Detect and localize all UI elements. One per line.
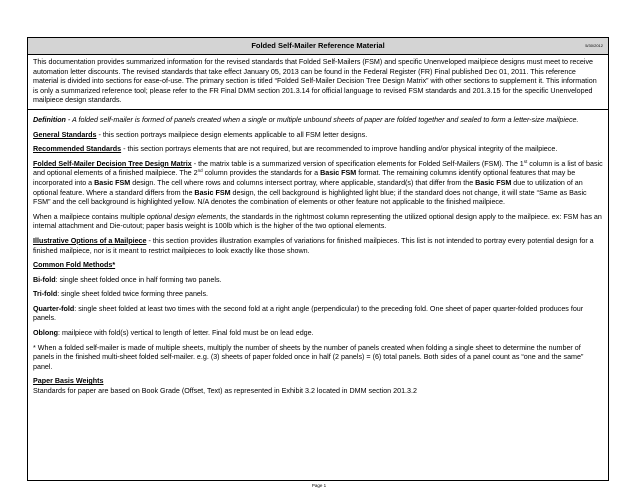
page-number: Page 1 bbox=[311, 483, 327, 488]
fold-item-bifold bbox=[33, 276, 603, 286]
matrix-text: design. The cell where rows and columns intersect portray, where applicable, standard(s) that differ from the bbox=[130, 178, 476, 187]
basic-fsm-term: Basic FSM bbox=[194, 188, 231, 197]
document-title: Folded Self-Mailer Reference Material bbox=[251, 41, 385, 50]
multiple-options-paragraph bbox=[33, 213, 603, 232]
recommended-standards-label: Recommended Standards bbox=[33, 145, 122, 154]
ordinal-suffix: st bbox=[523, 158, 528, 164]
basic-fsm-term: Basic FSM bbox=[94, 178, 131, 187]
matrix-text: column is a list of basic and optional elements of a finished mailpiece. The 2 bbox=[33, 159, 603, 178]
fold-label: Quarter-fold bbox=[33, 304, 75, 313]
fold-label: Oblong bbox=[33, 329, 58, 338]
optional-elements-term: optional design elements bbox=[146, 212, 226, 221]
fold-methods-title: Common Fold Methods* bbox=[33, 261, 116, 270]
fold-label: Tri-fold bbox=[33, 290, 58, 299]
fold-text: : single sheet folded once in half forming two panels. bbox=[55, 275, 222, 284]
document-header bbox=[28, 38, 608, 55]
definition-label: Definition bbox=[33, 115, 66, 124]
design-matrix-paragraph bbox=[33, 160, 603, 208]
reference-document bbox=[27, 37, 609, 481]
multiple-text: When a mailpiece contains multiple bbox=[33, 212, 147, 221]
fold-item-oblong bbox=[33, 329, 603, 339]
section-divider bbox=[28, 109, 608, 110]
fold-methods-heading bbox=[33, 261, 603, 271]
document-body bbox=[28, 55, 608, 397]
fold-label: Bi-fold bbox=[33, 275, 56, 284]
definition-text: - A folded self-mailer is formed of panels created when a single or multiple unbound sheets of paper are folded together and sealed to form a letter-size mailpiece. bbox=[65, 115, 579, 124]
general-standards-text: - this section portrays mailpiece design elements applicable to all FSM letter designs. bbox=[96, 130, 368, 139]
illustrative-options-paragraph bbox=[33, 237, 603, 256]
recommended-standards-paragraph bbox=[33, 145, 603, 155]
matrix-text: - the matrix table is a summarized version of specification elements for Folded Self-Mailers (FSM). The 1 bbox=[191, 159, 524, 168]
basic-fsm-term: Basic FSM bbox=[475, 178, 512, 187]
illustrative-options-label: Illustrative Options of a Mailpiece bbox=[33, 236, 147, 245]
paper-weights-paragraph bbox=[33, 377, 603, 396]
fold-text: : single sheet folded twice forming three panels. bbox=[57, 290, 209, 299]
fold-text: : single sheet folded at least two times with the second fold at a right angle (perpendicular) to the preceding fold. One sheet of paper quarter-folded produces four panels. bbox=[33, 304, 584, 323]
general-standards-paragraph bbox=[33, 131, 603, 141]
design-matrix-label: Folded Self-Mailer Decision Tree Design Matrix bbox=[33, 159, 192, 168]
matrix-text: column provides the standards for a bbox=[202, 169, 321, 178]
intro-paragraph: This documentation provides summarized information for the revised standards that Folded Self-Mailers (FSM) and specific Unenveloped mailpiece designs must meet to receive automation letter discounts. The revised standards that take effect January 05, 2013 can be found in the Federal Register (FR) Final published Dec 01, 2011. This reference material is divided into sections for ease-of-use. The primary section is titled “Folded Self-Mailer Decision Tree Design Matrix” with other sections to supplement it. This information is only a summarized reference tool; please refer to the FR Final DMM section 201.3.14 for official language to revised FSM standards and 201.3.15 for the specific Unenveloped mailpiece design standards. bbox=[33, 58, 597, 105]
matrix-text: format. The remaining columns identify optional features that may be incorporated into a bbox=[33, 169, 576, 187]
matrix-text: due to utilization of an optional feature. Where a standard differs from the bbox=[33, 178, 583, 197]
illustrative-options-text: - this section provides illustration examples of variations for finished mailpieces. This list is not intended to portray every potential design for a finished mailpiece, nor is it meant to restrict mailpieces to look exactly like those shown. bbox=[33, 236, 594, 255]
basic-fsm-term: Basic FSM bbox=[320, 169, 357, 178]
definition-paragraph bbox=[33, 116, 603, 126]
paper-weights-text: Standards for paper are based on Book Grade (Offset, Text) as represented in Exhibit 3.2 located in DMM section 201.3.2 bbox=[33, 387, 417, 396]
ordinal-suffix: nd bbox=[197, 168, 203, 174]
fold-item-quarterfold bbox=[33, 305, 603, 324]
general-standards-label: General Standards bbox=[33, 130, 97, 139]
matrix-text: design, the cell background is highlighted light blue; if the standard does not change, it will state “Same as Basic FSM” and the cell background is highlighted yellow. N/A denotes the combination of elements or other feature not applicable to the finished mailpiece. bbox=[33, 188, 587, 207]
multiple-text: , the standards in the rightmost column representing the utilized optional design apply to the mailpiece. ex: FSM has an internal attachment and Die-cutout; paper basis weight is 100lb which is the higher of the two optional elements. bbox=[33, 212, 602, 231]
fold-footnote: * When a folded self-mailer is made of multiple sheets, multiply the number of sheets by the number of panels created when folding a single sheet to determine the number of panels in the finished multi-sheet folded self-mailer. e.g. (3) sheets of paper folded once in half (2 panels) = (6) total panels. Both sides of a panel count as “one and the same” panel. bbox=[33, 343, 584, 371]
fold-item-trifold bbox=[33, 290, 603, 300]
document-date: 5/30/2012 bbox=[585, 43, 603, 48]
recommended-standards-text: - this section portrays elements that are not required, but are recommended to improve handling and/or physical integrity of the mailpiece. bbox=[121, 145, 558, 154]
paper-weights-heading: Paper Basis Weights bbox=[33, 377, 104, 386]
fold-text: : mailpiece with fold(s) vertical to length of letter. Final fold must be on lead edge. bbox=[58, 329, 314, 338]
